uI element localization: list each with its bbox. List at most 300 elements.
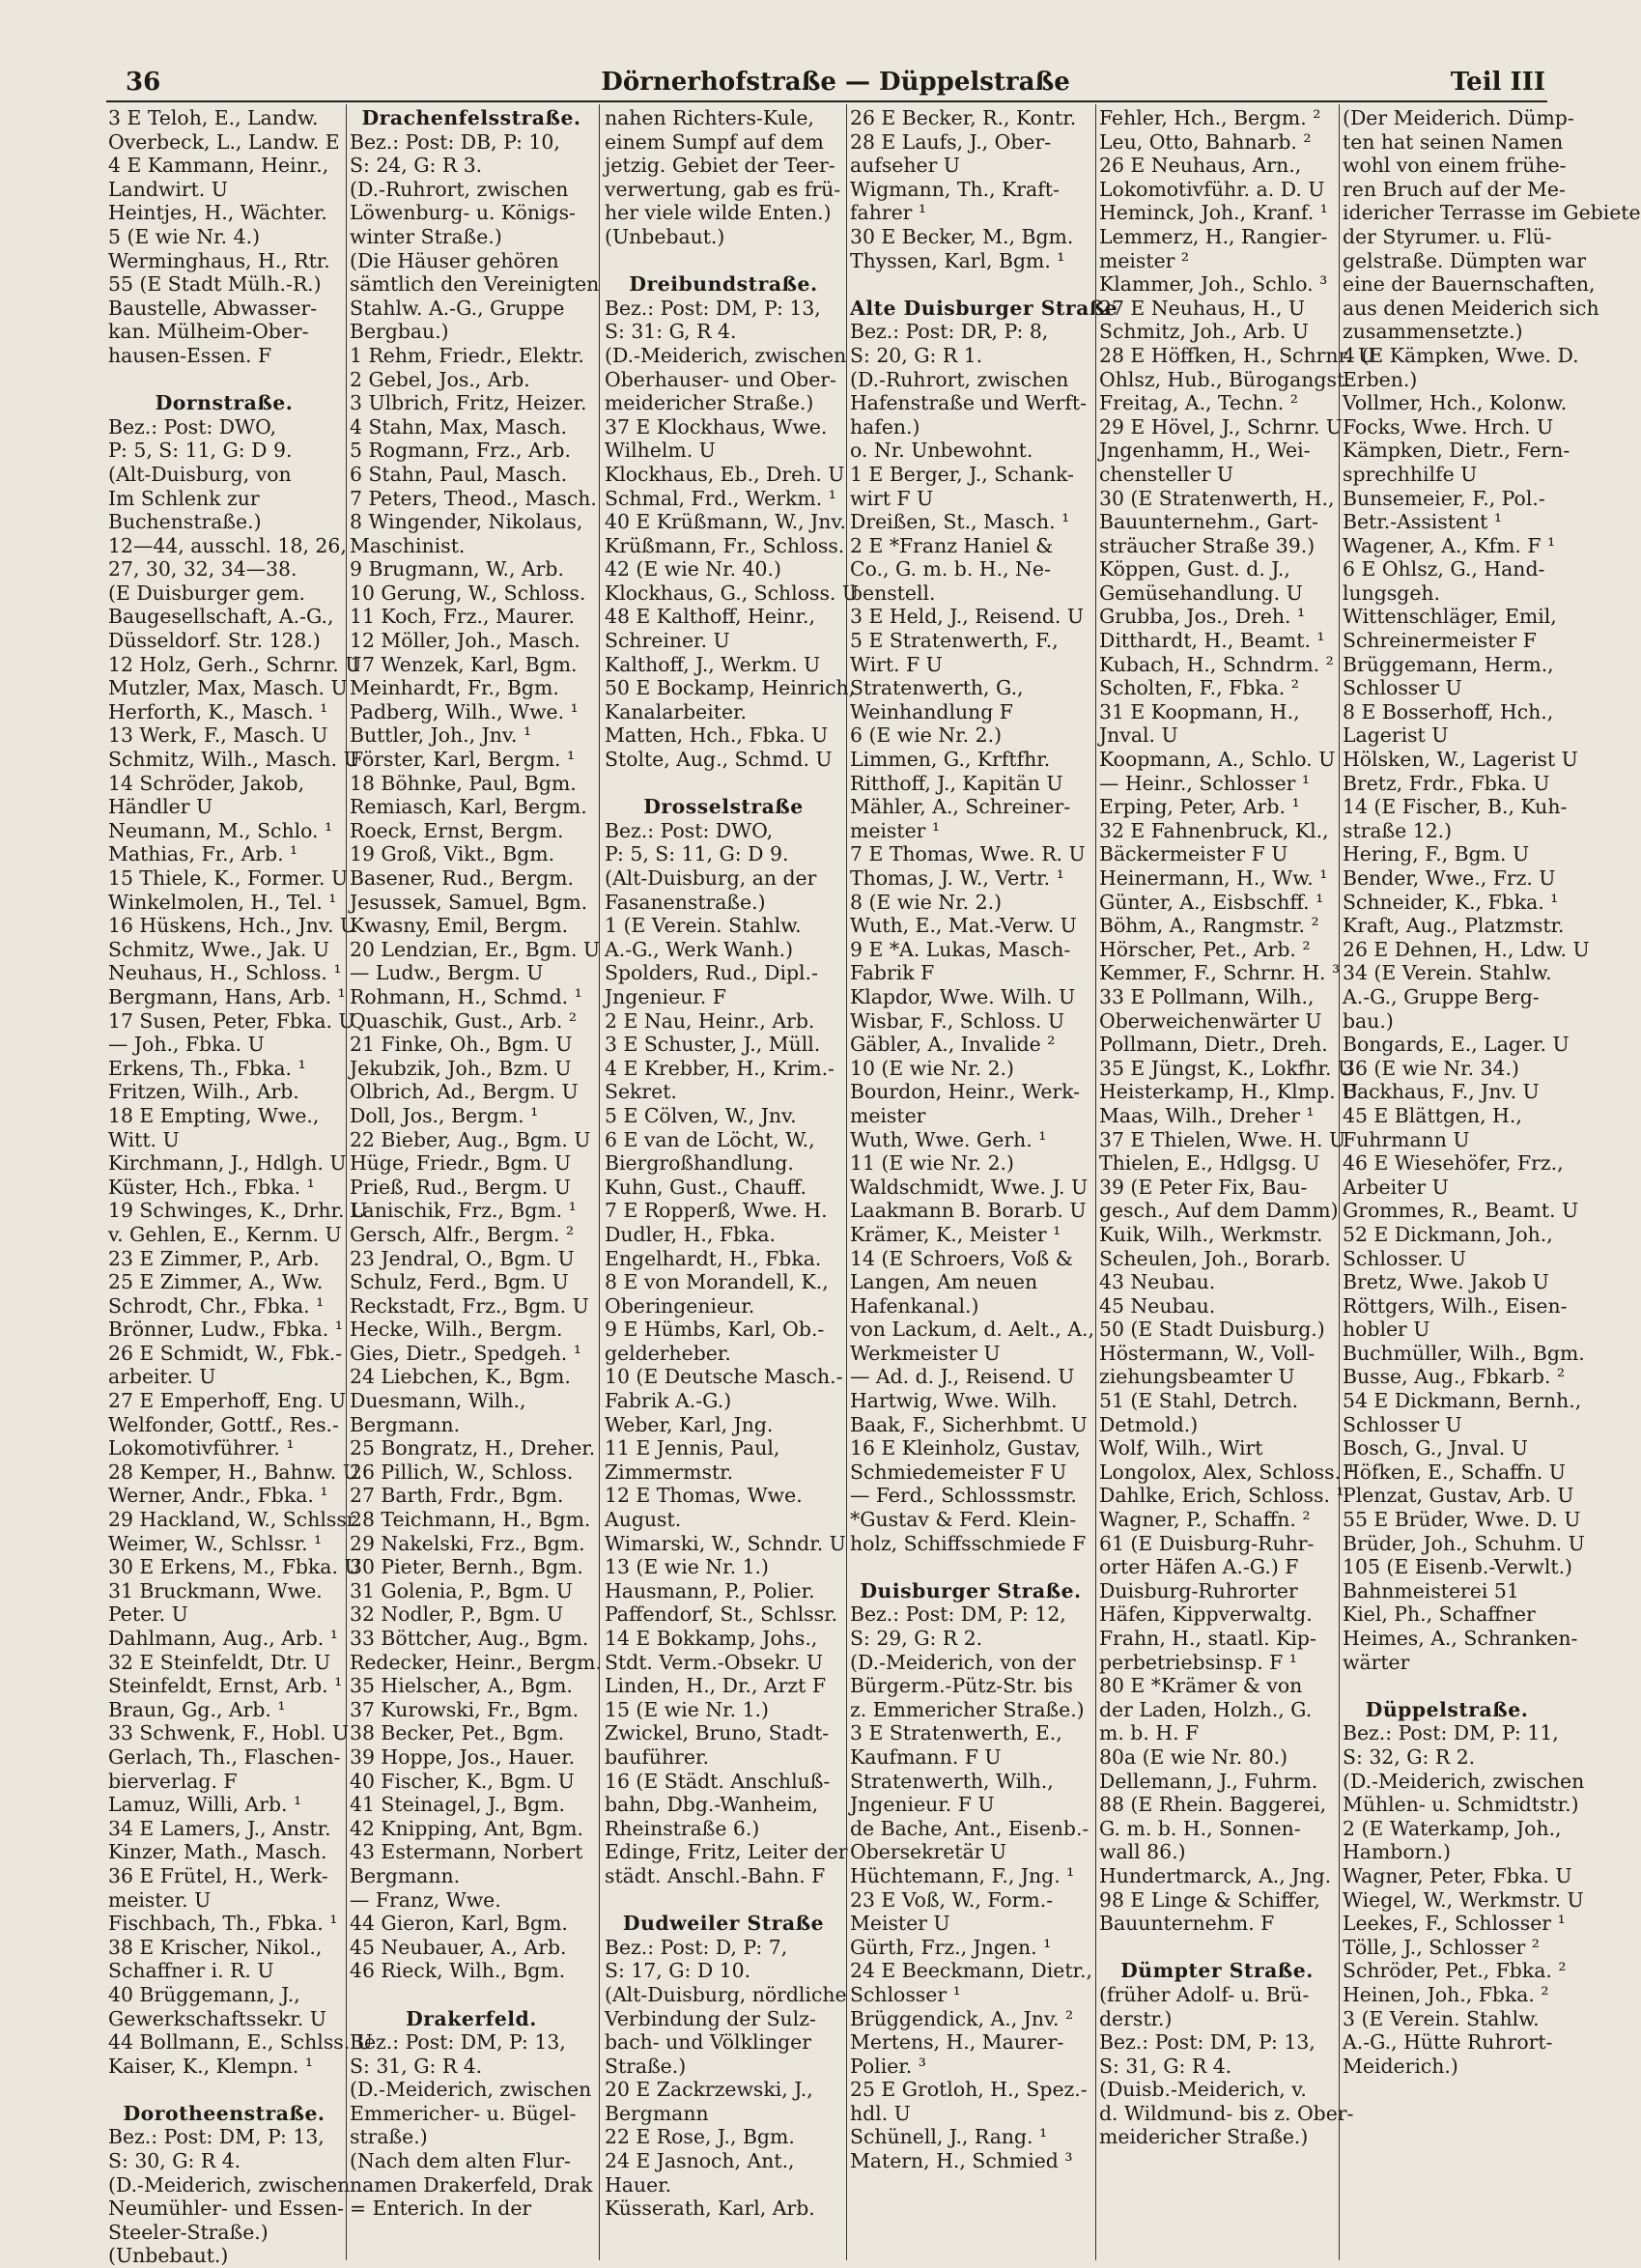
directory-line: S: 31, G: R 4. (350, 2054, 483, 2078)
directory-line: Laakmann B. Borarb. U (850, 1199, 1087, 1223)
directory-line: Krämer, K., Meister ¹ (850, 1222, 1061, 1246)
directory-line: Maas, Wilh., Dreher ¹ (1099, 1103, 1315, 1127)
directory-line: 55 E Brüder, Wwe. D. U (1343, 1508, 1581, 1532)
directory-line: Brüder, Joh., Schuhm. U (1343, 1531, 1585, 1555)
directory-line: 6 (E wie Nr. 2.) (850, 723, 1003, 748)
directory-line: Tölle, J., Schlosser ² (1343, 1935, 1540, 1959)
directory-line: 30 Pieter, Bernh., Bgm. (350, 1555, 583, 1579)
directory-line: Gürth, Frz., Jngen. ¹ (850, 1935, 1052, 1959)
directory-line: meidericher Straße.) (1099, 2125, 1309, 2149)
directory-line: G. m. b. H., Sonnen- (1099, 1816, 1301, 1840)
directory-line: 8 Wingender, Nikolaus, (350, 510, 583, 534)
directory-line: Grubba, Jos., Dreh. ¹ (1099, 605, 1306, 629)
directory-line: Jesussek, Samuel, Bgm. (350, 890, 588, 914)
directory-line: Kubach, H., Schndrm. ² (1099, 652, 1334, 676)
directory-line: meister ¹ (850, 818, 941, 842)
directory-line: Meiderich.) (1343, 2054, 1458, 2078)
directory-line: 80 E *Krämer & von (1099, 1674, 1303, 1698)
directory-line: Wittenschläger, Emil, (1343, 605, 1557, 629)
directory-line: (Unbebaut.) (605, 224, 725, 248)
directory-line: verwertung, gab es frü- (605, 177, 841, 201)
directory-line: Kämpken, Dietr., Fern- (1343, 439, 1570, 463)
directory-line: Olbrich, Ad., Bergm. U (350, 1080, 579, 1104)
directory-line: 27 E Neuhaus, H., U (1099, 296, 1306, 320)
directory-line: 40 Brüggemann, J., (108, 1982, 300, 2006)
directory-line: 16 E Kleinholz, Gustav, (850, 1436, 1081, 1460)
directory-line: Bez.: Post: DM, P: 12, (850, 1602, 1066, 1627)
directory-line: eine der Bauernschaften, (1343, 272, 1596, 297)
directory-line: 2 E Nau, Heinr., Arb. (605, 1008, 815, 1033)
directory-line: P: 5, S: 11, G: D 9. (605, 842, 789, 866)
directory-line: Werner, Andr., Fbka. ¹ (108, 1484, 328, 1508)
directory-line: 26 E Schmidt, W., Fbk.- (108, 1341, 343, 1365)
directory-line: 35 E Jüngst, K., Lokfhr. U (1099, 1056, 1355, 1080)
directory-line: 12 Möller, Joh., Masch. (350, 629, 580, 653)
directory-line: Weimer, W., Schlssr. ¹ (108, 1531, 323, 1555)
directory-line: 26 Pillich, W., Schloss. (350, 1460, 574, 1484)
directory-line: 24 E Jasnoch, Ant., (605, 2149, 795, 2173)
directory-line: Meinhardt, Fr., Bgm. (350, 676, 559, 700)
directory-line: Krüßmann, Fr., Schloss. (605, 533, 845, 557)
directory-line: Brüggendick, A., Jnv. ² (850, 2006, 1074, 2030)
directory-line: Kiel, Ph., Schaffner (1343, 1602, 1536, 1627)
directory-line: Heinen, Joh., Fbka. ² (1343, 1982, 1549, 2006)
directory-line: 16 (E Städt. Anschluß- (605, 1769, 831, 1793)
directory-line: S: 24, G: R 3. (350, 154, 483, 178)
directory-line: Bürgerm.-Pütz-Str. bis (850, 1674, 1073, 1698)
directory-line: hdl. U (850, 2101, 911, 2125)
directory-line: 30 E Becker, M., Bgm. (850, 224, 1074, 248)
directory-line: Erkens, Th., Fbka. ¹ (108, 1056, 306, 1080)
street-heading: Dudweiler Straße (622, 1912, 825, 1936)
directory-line: 33 Schwenk, F., Hobl. U (108, 1721, 350, 1745)
directory-line: 25 E Zimmer, A., Ww. (108, 1270, 324, 1294)
directory-line: 4 E Kammann, Heinr., (108, 154, 329, 178)
directory-line: 37 E Thielen, Wwe. H. U (1099, 1127, 1346, 1151)
directory-line: 31 Bruckmann, Wwe. (108, 1578, 323, 1602)
directory-line: aufseher U (850, 154, 960, 178)
directory-line: z. Emmericher Straße.) (850, 1697, 1085, 1721)
directory-line: Wiegel, W., Werkmstr. U (1343, 1887, 1584, 1912)
directory-line: (Alt-Duisburg, nördliche (605, 1982, 847, 2006)
directory-line: m. b. H. F (1099, 1721, 1200, 1745)
directory-line: Mähler, A., Schreiner- (850, 795, 1071, 819)
directory-line: Lokomotivführer. ¹ (108, 1436, 295, 1460)
directory-line (108, 2078, 340, 2102)
directory-line: 5 Rogmann, Frz., Arb. (350, 439, 571, 463)
directory-line: 14 Schröder, Jakob, (108, 771, 305, 795)
directory-line: 88 (E Rhein. Baggerei, (1099, 1793, 1327, 1817)
directory-line: 31 E Koopmann, H., (1099, 699, 1300, 723)
directory-line: 3 Ulbrich, Fritz, Heizer. (350, 391, 587, 415)
directory-line: 42 (E wie Nr. 40.) (605, 557, 781, 581)
directory-line: Stratenwerth, G., (850, 676, 1024, 700)
directory-line: Kalthoff, J., Werkm. U (605, 652, 821, 676)
directory-line: Thyssen, Karl, Bgm. ¹ (850, 248, 1065, 272)
directory-line: Neumann, M., Schlo. ¹ (108, 818, 333, 842)
directory-line: A.-G., Gruppe Berg- (1343, 984, 1540, 1008)
directory-line: chensteller U (1099, 462, 1234, 486)
directory-line: Bez.: Post: DWO, (605, 818, 774, 842)
directory-line: 39 Hoppe, Jos., Hauer. (350, 1744, 576, 1769)
directory-line: Wuth, E., Mat.-Verw. U (850, 914, 1077, 938)
directory-line: Vollmer, Hch., Kolonw. (1343, 391, 1568, 415)
directory-line: (Alt-Duisburg, von (108, 462, 292, 486)
directory-line: 23 E Zimmer, P., Arb. (108, 1246, 320, 1270)
directory-line: Lokomotivführ. a. D. U (1099, 177, 1325, 201)
directory-line: Jekubzik, Joh., Bzm. U (350, 1056, 572, 1080)
directory-line: bauführer. (605, 1744, 709, 1769)
directory-line: S: 30, G: R 4. (108, 2149, 241, 2173)
directory-line: 46 E Wiesehöfer, Frz., (1343, 1151, 1564, 1176)
directory-line: 28 Kemper, H., Bahnw. U (108, 1460, 359, 1484)
directory-line: — Ad. d. J., Reisend. U (850, 1365, 1075, 1389)
directory-line: Heminck, Joh., Kranf. ¹ (1099, 201, 1328, 225)
directory-line: 28 E Laufs, J., Ober- (850, 129, 1052, 154)
directory-line: Förster, Karl, Bergm. ¹ (350, 748, 576, 772)
directory-line: ten hat seinen Namen (1343, 129, 1564, 154)
directory-line: 29 Hackland, W., Schlssr. (108, 1508, 360, 1532)
directory-line: 43 Estermann, Norbert (350, 1840, 583, 1864)
directory-line: 4 E Krebber, H., Krim.- (605, 1056, 835, 1080)
directory-line: Gewerkschaftssekr. U (108, 2006, 326, 2030)
directory-line: 5 (E wie Nr. 4.) (108, 224, 261, 248)
directory-line: 21 Finke, Oh., Bgm. U (350, 1033, 573, 1057)
directory-line: — Franz, Wwe. (350, 1887, 501, 1912)
directory-line: Winkelmolen, H., Tel. ¹ (108, 890, 337, 914)
directory-line: (Duisb.-Meiderich, v. (1099, 2078, 1307, 2102)
directory-line: 50 (E Stadt Duisburg.) (1099, 1318, 1325, 1342)
directory-line: Jngenieur. F U (850, 1793, 995, 1817)
directory-line: 27, 30, 32, 34—38. (108, 557, 297, 581)
directory-line: Duisburg-Ruhrorter (1099, 1578, 1298, 1602)
directory-line: Zimmermstr. (605, 1460, 734, 1484)
directory-line: 26 E Neuhaus, Arn., (1099, 154, 1302, 178)
directory-line: Jngenhamm, H., Wei- (1099, 439, 1311, 463)
directory-line: Basener, Rud., Bergm. (350, 866, 574, 890)
directory-line: Steinfeldt, Ernst, Arb. ¹ (108, 1674, 343, 1698)
directory-line: 34 (E Verein. Stahlw. (1343, 961, 1552, 985)
street-heading: Düppelstraße. (1365, 1697, 1529, 1721)
directory-line: Löwenburg- u. Königs- (350, 201, 576, 225)
directory-line: Witt. U (108, 1127, 180, 1151)
directory-line: Paffendorf, St., Schlssr. (605, 1602, 838, 1627)
directory-line: 10 Gerung, W., Schloss. (350, 581, 586, 605)
directory-line: Brönner, Ludw., Fbka. ¹ (108, 1318, 343, 1342)
directory-line: (D.-Meiderich, zwischen (605, 343, 847, 367)
directory-line: Kinzer, Math., Masch. (108, 1840, 327, 1864)
page-number: 36 (126, 68, 161, 97)
directory-line: Höstermann, W., Voll- (1099, 1341, 1316, 1365)
directory-line (1099, 1936, 1335, 1960)
directory-line: Hüge, Friedr., Bgm. U (350, 1151, 572, 1176)
directory-line: Stolte, Aug., Schmd. U (605, 748, 833, 772)
directory-line: Schrodt, Chr., Fbka. ¹ (108, 1293, 325, 1318)
directory-line: Maschinist. (350, 533, 466, 557)
directory-line: Landwirt. U (108, 177, 228, 201)
directory-line: Bez.: Post: DM, P: 13, (1099, 2030, 1316, 2055)
directory-line: Longolox, Alex, Schloss. ¹ (1099, 1460, 1355, 1484)
directory-line: Matten, Hch., Fbka. U (605, 723, 829, 748)
page-title: Dörnerhofstraße — Düppelstraße (601, 68, 1070, 97)
directory-line: Neumühler- und Essen- (108, 2197, 345, 2221)
directory-line: Wagener, A., Kfm. F ¹ (1343, 533, 1556, 557)
directory-line: 45 Neubauer, A., Arb. (350, 1935, 567, 1959)
directory-line: 2 E *Franz Haniel & (850, 533, 1054, 557)
directory-line: (E Duisburger gem. (108, 581, 306, 605)
directory-line: Schmal, Frd., Werkm. ¹ (605, 486, 836, 510)
directory-line: 10 (E Deutsche Masch.- (605, 1365, 843, 1389)
directory-line: Ritthoff, J., Kapitän U (850, 771, 1063, 795)
directory-line: kan. Mülheim-Ober- (108, 320, 309, 344)
directory-line: Jnval. U (1099, 723, 1178, 748)
directory-line: 13 (E wie Nr. 1.) (605, 1555, 769, 1579)
directory-line: S: 17, G: D 10. (605, 1959, 751, 1983)
directory-line: Steeler-Straße.) (108, 2220, 269, 2244)
directory-line: 22 E Rose, J., Bgm. (605, 2125, 795, 2149)
directory-line: Schlosser U (1343, 1412, 1462, 1436)
directory-line: hafen.) (850, 414, 920, 439)
directory-line: 6 E Ohlsz, G., Hand- (1343, 557, 1545, 581)
directory-line: Kaufmann. F U (850, 1744, 1002, 1769)
directory-line: Hamborn.) (1343, 1840, 1451, 1864)
directory-line: S: 32, G: R 2. (1343, 1744, 1476, 1769)
street-heading: Dornstraße. (155, 391, 294, 415)
directory-line: Matern, H., Schmied ³ (850, 2149, 1073, 2173)
directory-line: Erben.) (1343, 367, 1418, 391)
directory-line: 9 E Hümbs, Karl, Ob.- (605, 1318, 825, 1342)
directory-line: derstr.) (1099, 2006, 1173, 2030)
directory-line: 55 (E Stadt Mülh.-R.) (108, 272, 322, 297)
directory-line: Obersekretär U (850, 1840, 1007, 1864)
column-3 (605, 106, 860, 2255)
directory-line: Höfken, E., Schaffn. U (1343, 1460, 1566, 1484)
directory-line: Hauer. (605, 2172, 672, 2197)
directory-line: 5 E Cölven, W., Jnv. (605, 1103, 797, 1127)
column-4 (850, 106, 1118, 2255)
directory-line: Scheulen, Joh., Borarb. (1099, 1246, 1331, 1270)
directory-line: Kuik, Wilh., Werkmstr. (1099, 1222, 1323, 1246)
directory-line: sträucher Straße 39.) (1099, 533, 1316, 557)
directory-line: Gäbler, A., Invalide ² (850, 1033, 1056, 1057)
directory-line: Quaschik, Gust., Arb. ² (350, 1008, 578, 1033)
directory-line: Hering, F., Bgm. U (1343, 842, 1530, 866)
directory-line: ren Bruch auf der Me- (1343, 177, 1566, 201)
directory-line: wärter (1343, 1650, 1410, 1674)
directory-line: Schlosser U (1343, 676, 1462, 700)
directory-line: 54 E Dickmann, Bernh., (1343, 1389, 1582, 1413)
directory-line: 30 E Erkens, M., Fbka. U (108, 1555, 361, 1579)
directory-line: Wirt. F U (850, 652, 943, 676)
directory-line (850, 272, 1091, 297)
directory-line: 9 Brugmann, W., Arb. (350, 557, 564, 581)
directory-line: benstell. (850, 581, 936, 605)
street-heading: Drachenfelsstraße. (361, 106, 581, 129)
directory-line: (D.-Ruhrort, zwischen (350, 177, 569, 201)
directory-line: Backhaus, F., Jnv. U (1343, 1080, 1540, 1104)
directory-line: 22 Bieber, Aug., Bgm. U (350, 1127, 591, 1151)
directory-line: Bretz, Wwe. Jakob U (1343, 1270, 1549, 1294)
directory-line: Schmitz, Joh., Arb. U (1099, 320, 1309, 344)
directory-line: Hafenstraße und Werft- (850, 391, 1087, 415)
directory-line: Schaffner i. R. U (108, 1959, 274, 1983)
directory-line: Thielen, E., Hdlgsg. U (1099, 1151, 1320, 1176)
directory-line: namen Drakerfeld, Drak (350, 2172, 593, 2197)
directory-line: 27 E Emperhoff, Eng. U (108, 1389, 347, 1413)
directory-line: Gerlach, Th., Flaschen- (108, 1744, 341, 1769)
directory-line (850, 1555, 1091, 1579)
directory-line: bau.) (1343, 1008, 1394, 1033)
directory-line (108, 368, 340, 392)
directory-line: Mathias, Fr., Arb. ¹ (108, 842, 298, 866)
directory-line (350, 1983, 593, 2007)
directory-line: Bez.: Post: DR, P: 8, (850, 320, 1049, 344)
directory-line: Dahlke, Erich, Schloss. ¹ (1099, 1484, 1344, 1508)
directory-line: 14 (E Schroers, Voß & (850, 1246, 1073, 1270)
directory-line: wall 86.) (1099, 1840, 1186, 1864)
directory-line: 5 E Stratenwerth, F., (850, 629, 1059, 653)
directory-line: Remiasch, Karl, Bergm. (350, 795, 587, 819)
directory-line: Dellemann, J., Fuhrm. (1099, 1769, 1318, 1793)
directory-line: Prieß, Rud., Bergm. U (350, 1175, 571, 1199)
column-divider (846, 104, 847, 2260)
directory-line: Kuhn, Gust., Chauff. (605, 1175, 806, 1199)
directory-line: 24 Liebchen, K., Bgm. (350, 1365, 571, 1389)
directory-line: Braun, Gg., Arb. ¹ (108, 1697, 286, 1721)
directory-line: sämtlich den Vereinigten (350, 272, 600, 297)
directory-line: Focks, Wwe. Hrch. U (1343, 414, 1554, 439)
directory-line: 44 Bollmann, E., Schlss. U (108, 2030, 373, 2055)
directory-line: Erping, Peter, Arb. ¹ (1099, 795, 1300, 819)
directory-line: Polier. ³ (850, 2054, 926, 2078)
directory-line: meister (850, 1103, 926, 1127)
directory-line: Wuth, Wwe. Gerh. ¹ (850, 1127, 1047, 1151)
directory-line: 8 (E wie Nr. 2.) (850, 890, 1003, 914)
directory-line: orter Häfen A.-G.) F (1099, 1555, 1299, 1579)
directory-line: 17 Wenzek, Karl, Bgm. (350, 652, 578, 676)
directory-line: (D.-Ruhrort, zwischen (850, 367, 1069, 391)
directory-line: Pollmann, Dietr., Dreh. (1099, 1033, 1328, 1057)
directory-line: Schmiedemeister F U (850, 1460, 1067, 1484)
directory-line: bach- und Völklinger (605, 2030, 811, 2055)
directory-line: Limmen, G., Krftfhr. (850, 748, 1051, 772)
directory-line: Ditthardt, H., Beamt. ¹ (1099, 629, 1325, 653)
directory-line: 42 Knipping, Ant, Bgm. (350, 1816, 583, 1840)
directory-line: 45 E Blättgen, H., (1343, 1103, 1522, 1127)
directory-line: Schlosser ¹ (850, 1982, 961, 2006)
directory-line: Wisbar, F., Schloss. U (850, 1008, 1065, 1033)
directory-line: Hundertmarck, A., Jng. (1099, 1863, 1332, 1887)
directory-line: Hartwig, Wwe. Wilh. (850, 1389, 1058, 1413)
directory-line: meister. U (108, 1887, 212, 1912)
directory-line: Baak, F., Sicherhbmt. U (850, 1412, 1088, 1436)
directory-line: Heinermann, H., Ww. ¹ (1099, 866, 1328, 890)
directory-line: Rheinstraße 6.) (605, 1816, 760, 1840)
directory-line: Kraft, Aug., Platzmstr. (1343, 914, 1565, 938)
directory-line: städt. Anschl.-Bahn. F (605, 1863, 826, 1887)
directory-line: 12 E Thomas, Wwe. (605, 1484, 803, 1508)
directory-line: der Styrumer. u. Flü- (1343, 224, 1552, 248)
directory-line: 4 (E Kämpken, Wwe. D. (1343, 343, 1579, 367)
directory-line: Dahlmann, Aug., Arb. ¹ (108, 1627, 338, 1650)
directory-line: Brüggemann, Herm., (1343, 652, 1554, 676)
directory-line: 25 Bongratz, H., Dreher. (350, 1436, 596, 1460)
street-heading: Dreibundstraße. (629, 272, 818, 297)
directory-line: Dudler, H., Fbka. (605, 1222, 777, 1246)
directory-line: meidericher Straße.) (605, 391, 814, 415)
directory-line: 19 Schwinges, K., Drhr. U (108, 1199, 368, 1223)
directory-line: Fasanenstraße.) (605, 890, 766, 914)
directory-line: Doll, Jos., Bergm. ¹ (350, 1103, 539, 1127)
directory-line: lungsgeh. (1343, 581, 1441, 605)
directory-line: von Lackum, d. Aelt., A., (850, 1318, 1094, 1342)
directory-line: 12—44, ausschl. 18, 26, (108, 533, 347, 557)
directory-line: Mutzler, Max, Masch. U (108, 676, 348, 700)
directory-line: Wagner, Peter, Fbka. U (1343, 1863, 1572, 1887)
directory-line: winter Straße.) (350, 224, 502, 248)
directory-line: 27 Barth, Frdr., Bgm. (350, 1484, 564, 1508)
directory-line: Hüchtemann, F., Jng. ¹ (850, 1863, 1075, 1887)
directory-line: Schmitz, Wilh., Masch. U (108, 748, 360, 772)
column-divider (1095, 104, 1096, 2260)
directory-line: Schmitz, Wwe., Jak. U (108, 937, 330, 961)
directory-line: Bergmann, Hans, Arb. ¹ (108, 984, 346, 1008)
directory-line: 3 E Stratenwerth, E., (850, 1721, 1062, 1745)
directory-line: gelderheber. (605, 1341, 731, 1365)
directory-line: 31 Golenia, P., Bgm. U (350, 1578, 573, 1602)
directory-line: Hecke, Wilh., Bergm. (350, 1318, 563, 1342)
directory-line: Kemmer, F., Schrnr. H. ³ (1099, 961, 1341, 985)
directory-line: 17 Susen, Peter, Fbka. U (108, 1008, 355, 1033)
directory-line: 1 (E Verein. Stahlw. (605, 914, 802, 938)
directory-line: 7 E Ropperß, Wwe. H. (605, 1199, 828, 1223)
directory-line: 48 E Kalthoff, Heinr., (605, 605, 816, 629)
directory-line: arbeiter. U (108, 1365, 216, 1389)
directory-line: 11 Koch, Frz., Maurer. (350, 605, 575, 629)
directory-line: Röttgers, Wilh., Eisen- (1343, 1293, 1568, 1318)
directory-line: 43 Neubau. (1099, 1270, 1216, 1294)
street-heading: Alte Duisburger Straße (850, 296, 1118, 320)
directory-line: Waldschmidt, Wwe. J. U (850, 1175, 1089, 1199)
directory-line: 2 Gebel, Jos., Arb. (350, 367, 530, 391)
directory-line: v. Gehlen, E., Kernm. U (108, 1222, 342, 1246)
directory-line: Linden, H., Dr., Arzt F (605, 1674, 826, 1698)
directory-line: Bez.: Post: DM, P: 13, (108, 2125, 325, 2149)
directory-line: Jngenieur. F (605, 984, 726, 1008)
directory-line: fahrer ¹ (850, 201, 927, 225)
directory-line: 20 Lendzian, Er., Bgm. U (350, 937, 601, 961)
directory-line: holz, Schiffsschmiede F (850, 1531, 1087, 1555)
directory-line: 18 E Empting, Wwe., (108, 1103, 320, 1127)
directory-line: Herforth, K., Masch. ¹ (108, 699, 328, 723)
directory-line: Fritzen, Wilh., Arb. (108, 1080, 299, 1104)
directory-line: Reckstadt, Frz., Bgm. U (350, 1293, 589, 1318)
directory-line: Lemmerz, H., Rangier- (1099, 224, 1328, 248)
directory-line: bahn, Dbg.-Wanheim, (605, 1793, 819, 1817)
directory-line: 41 Steinagel, J., Bgm. (350, 1793, 565, 1817)
directory-line: 14 (E Fischer, B., Kuh- (1343, 795, 1568, 819)
directory-line: Gemüsehandlung. U (1099, 581, 1303, 605)
directory-line: Mühlen- u. Schmidtstr.) (1343, 1793, 1579, 1817)
directory-line: Bäckermeister F U (1099, 842, 1288, 866)
directory-line: Bez.: Post: DM, P: 13, (350, 2030, 566, 2055)
directory-line: Werkmeister U (850, 1341, 1001, 1365)
directory-line: Fischbach, Th., Fbka. ¹ (108, 1912, 338, 1936)
directory-line: = Enterich. In der (350, 2197, 532, 2221)
directory-line: straße 12.) (1343, 818, 1453, 842)
header-rule (106, 100, 1547, 102)
directory-line: Fabrik A.-G.) (605, 1389, 732, 1413)
